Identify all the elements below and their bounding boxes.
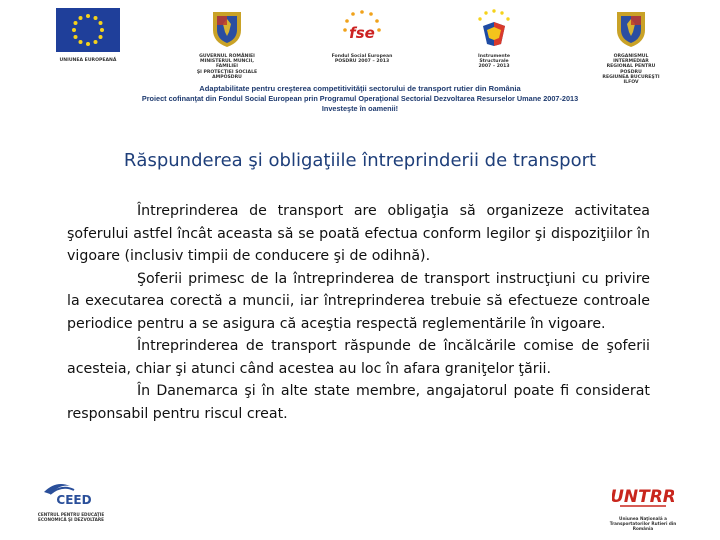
- eu-caption: UNIUNEA EUROPEANĂ: [59, 58, 117, 63]
- project-banner: [0, 84, 720, 114]
- logo-row: [0, 8, 720, 86]
- untrr-logo: [608, 478, 678, 531]
- ceed-logo: [36, 478, 106, 522]
- structural-instruments-caption: Instrumente Structurale 2007 – 2013: [478, 54, 510, 70]
- untrr-caption: Uniunea Naţională a Transportatorilor Rutieri din România: [609, 516, 677, 531]
- ceed-caption: CENTRUL PENTRU EDUCAŢIE ECONOMICĂ ŞI DEZVOLTARE: [37, 512, 105, 522]
- paragraph: Întreprinderea de transport răspunde de încălcările comise de şoferii acesteia, chiar şi atunci când acestea au loc în afara graniţelor ţării.: [67, 338, 650, 377]
- banner-motto: Investeşte în oamenii!: [321, 104, 399, 113]
- svg-text:CEED: CEED: [56, 493, 92, 507]
- slide-body: [67, 200, 650, 425]
- eu-flag-icon: [56, 8, 120, 52]
- paragraph: Şoferii primesc de la întreprinderea de transport instrucţiuni cu privire la executarea corectă a muncii, iar întreprinderea trebuie să efectueze controale periodice pentru a se asigura că aceştia respectă reglementările în vigoare.: [67, 270, 650, 332]
- svg-text:UNTRR: UNTRR: [612, 487, 674, 507]
- government-caption: GUVERNUL ROMÂNIEI MINISTERUL MUNCII, FAMILIEI ŞI PROTECŢIEI SOCIALE AMPOSDRU: [196, 54, 258, 80]
- untrr-logo-icon: [612, 478, 674, 512]
- fse-caption: Fondul Social European POSDRU 2007 – 2013: [331, 54, 393, 65]
- slide-title: Răspunderea şi obligaţiile întreprinderii de transport: [123, 150, 597, 171]
- ceed-logo-icon: [40, 478, 102, 508]
- banner-cofinancing: Proiect cofinanţat din Fondul Social European prin Programul Operaţional Sectorial Dezvoltarea Resurselor Umane 2007-2013: [141, 94, 579, 103]
- svg-text:fse: fse: [349, 24, 375, 42]
- banner-project-title: Adaptabilitate pentru creşterea competitivităţii sectorului de transport rutier din România: [199, 84, 521, 93]
- government-logo: [196, 8, 258, 80]
- eu-logo: [55, 8, 121, 63]
- paragraph: În Danemarca şi în alte state membre, angajatorul poate fi considerat responsabil pentru riscul creat.: [67, 383, 650, 422]
- oirposdru-caption: ORGANISMUL INTERMEDIAR REGIONAL PENTRU POSDRU REGIUNEA BUCUREŞTI ILFOV: [602, 54, 660, 86]
- paragraph: Întreprinderea de transport are obligaţia să organizeze activitatea şoferului astfel încât aceasta să se poată efectua conform legilor şi dispoziţiilor în vigoare (inclusiv timpii de conducere şi de odihnă).: [67, 203, 650, 264]
- fse-logo: [330, 8, 394, 64]
- oirposdru-logo: [596, 8, 666, 85]
- structural-instruments-icon: [471, 8, 517, 48]
- coat-of-arms-icon: [210, 8, 244, 48]
- structural-instruments-logo: [463, 8, 525, 70]
- coat-of-arms-icon: [614, 8, 648, 48]
- fse-star-icon: [339, 8, 385, 48]
